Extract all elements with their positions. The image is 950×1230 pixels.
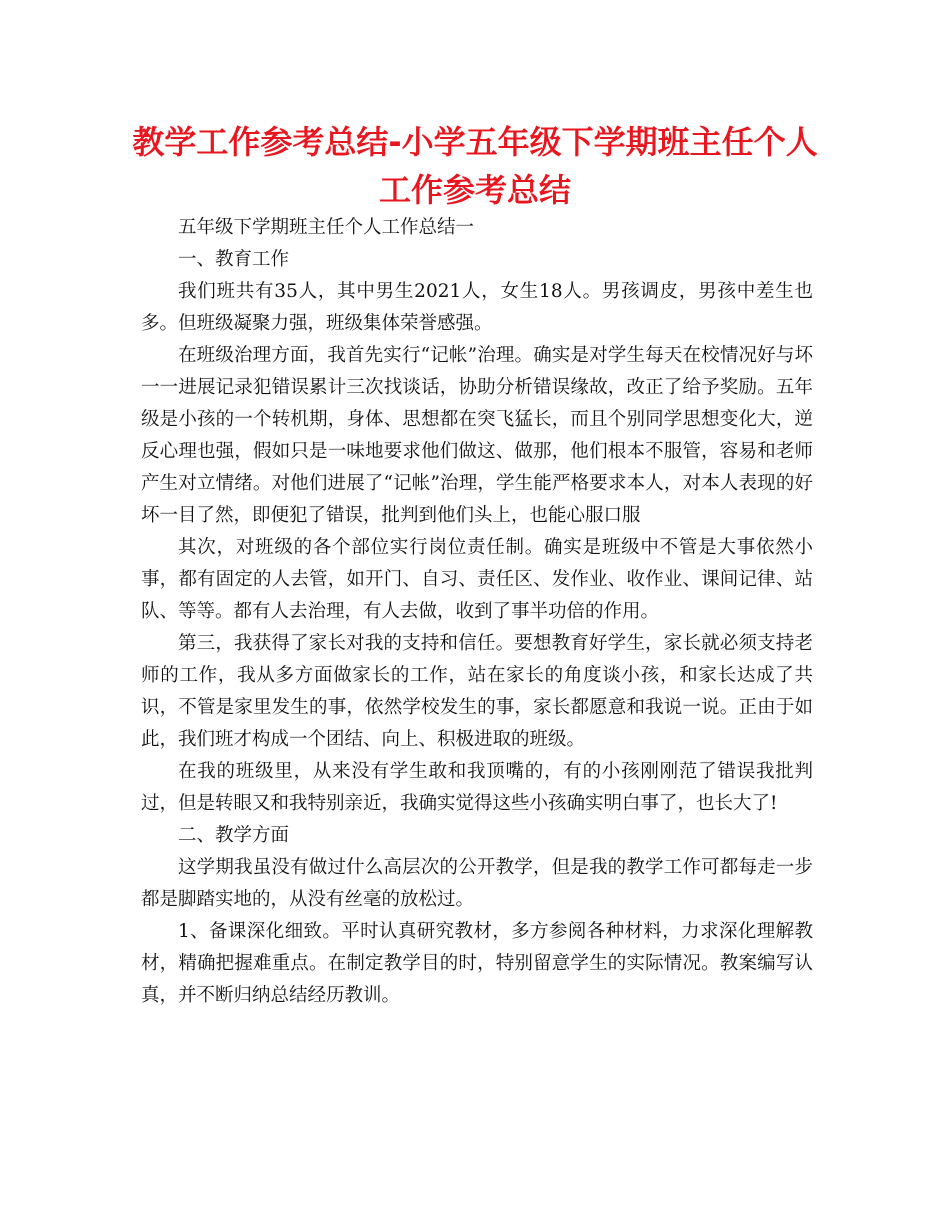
paragraph: 其次，对班级的各个部位实行岗位责任制。确实是班级中不管是大事依然小事，都有固定的人去管，如开门、自习、责任区、发作业、收作业、课间记律、站队、等等。都有人去治理，有人去做，收到了事半功倍的作用。	[141, 537, 813, 622]
document-title: 教学工作参考总结-小学五年级下学期班主任个人工作参考总结	[132, 123, 818, 209]
document-body	[141, 212, 813, 1012]
paragraph: 在班级治理方面，我首先实行“记帐”治理。确实是对学生每天在校情况好与坏一一进展记录犯错误累计三次找谈话，协助分析错误缘故，改正了给予奖励。五年级是小孩的一个转机期，身体、思想都在突飞猛长，而且个别同学思想变化大，逆反心理也强，假如只是一味地要求他们做这、做那，他们根本不服管，容易和老师产生对立情绪。对他们进展了“记帐”治理，学生能严格要求本人，对本人表现的好坏一目了然，即便犯了错误，批判到他们头上，也能心服口服	[141, 345, 813, 526]
section-heading-teaching: 二、教学方面	[178, 825, 290, 846]
paragraph: 我们班共有35人，其中男生2021人，女生18人。男孩调皮，男孩中差生也多。但班级凝聚力强，班级集体荣誉感强。	[141, 281, 813, 334]
subtitle-paragraph: 五年级下学期班主任个人工作总结一	[178, 217, 475, 238]
paragraph: 在我的班级里，从来没有学生敢和我顶嘴的，有的小孩刚刚范了错误我批判过，但是转眼又和我特别亲近，我确实觉得这些小孩确实明白事了，也长大了!	[141, 761, 813, 814]
paragraph: 这学期我虽没有做过什么高层次的公开教学，但是我的教学工作可都每走一步都是脚踏实地的，从没有丝毫的放松过。	[141, 857, 813, 910]
paragraph: 第三，我获得了家长对我的支持和信任。要想教育好学生，家长就必须支持老师的工作，我从多方面做家长的工作，站在家长的角度谈小孩，和家长达成了共识，不管是家里发生的事，依然学校发生的事，家长都愿意和我说一说。正由于如此，我们班才构成一个团结、向上、积极进取的班级。	[141, 633, 813, 750]
section-heading-education: 一、教育工作	[178, 249, 290, 270]
paragraph: 1、备课深化细致。平时认真研究教材，多方参阅各种材料，力求深化理解教材，精确把握难重点。在制定教学目的时，特别留意学生的实际情况。教案编写认真，并不断归纳总结经历教训。	[141, 921, 813, 1006]
